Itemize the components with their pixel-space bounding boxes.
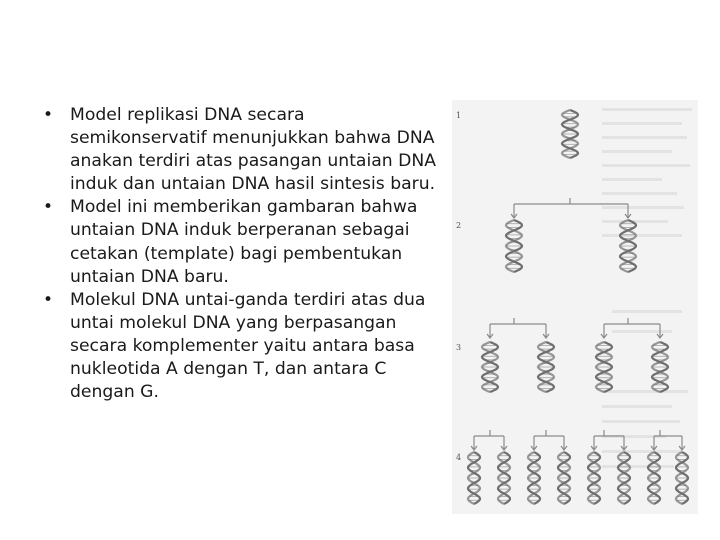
dna-replication-diagram [452,100,698,514]
faded-text-line [602,122,682,125]
faded-text-line [602,405,672,408]
faded-text-line [602,206,684,209]
faded-text-line [602,150,672,153]
generation-label: 2 [456,221,462,230]
bullet-text: Model ini memberikan gambaran bahwa untaian DNA induk berperanan sebagai cetakan (template) bagi pembentukan untaian DNA baru. [70,197,418,287]
bullet-text: Molekul DNA untai-ganda terdiri atas dua untai molekul DNA yang berpasangan secara komplementer yaitu antara basa nukleotida A dengan T, dan antara C dengan G. [70,289,426,403]
faded-text-line [602,192,677,195]
bullet-marker: • [43,197,54,218]
bullet-item [30,196,440,288]
bullet-list [30,104,440,404]
generation-label: 4 [456,453,462,462]
faded-text-line [602,136,687,139]
faded-text-line [612,330,672,333]
faded-text-line [602,234,682,237]
bullet-item [30,289,440,404]
generation-label: 1 [456,111,462,120]
faded-text-line [602,420,680,423]
faded-text-line [602,450,682,453]
faded-text-line [602,108,692,111]
faded-text-line [602,178,662,181]
bullet-text: Model replikasi DNA secara semikonservatif menunjukkan bahwa DNA anakan terdiri atas pasangan untaian DNA induk dan untaian DNA hasil sintesis baru. [70,105,436,195]
bullet-marker: • [43,289,54,310]
bullet-marker: • [43,105,54,125]
bullet-item [30,104,440,196]
faded-text-line [602,164,690,167]
faded-text-line [602,465,674,468]
dna-replication-figure [452,100,698,514]
faded-text-line [602,390,688,393]
faded-text-line [612,310,682,313]
generation-label: 3 [456,343,462,352]
